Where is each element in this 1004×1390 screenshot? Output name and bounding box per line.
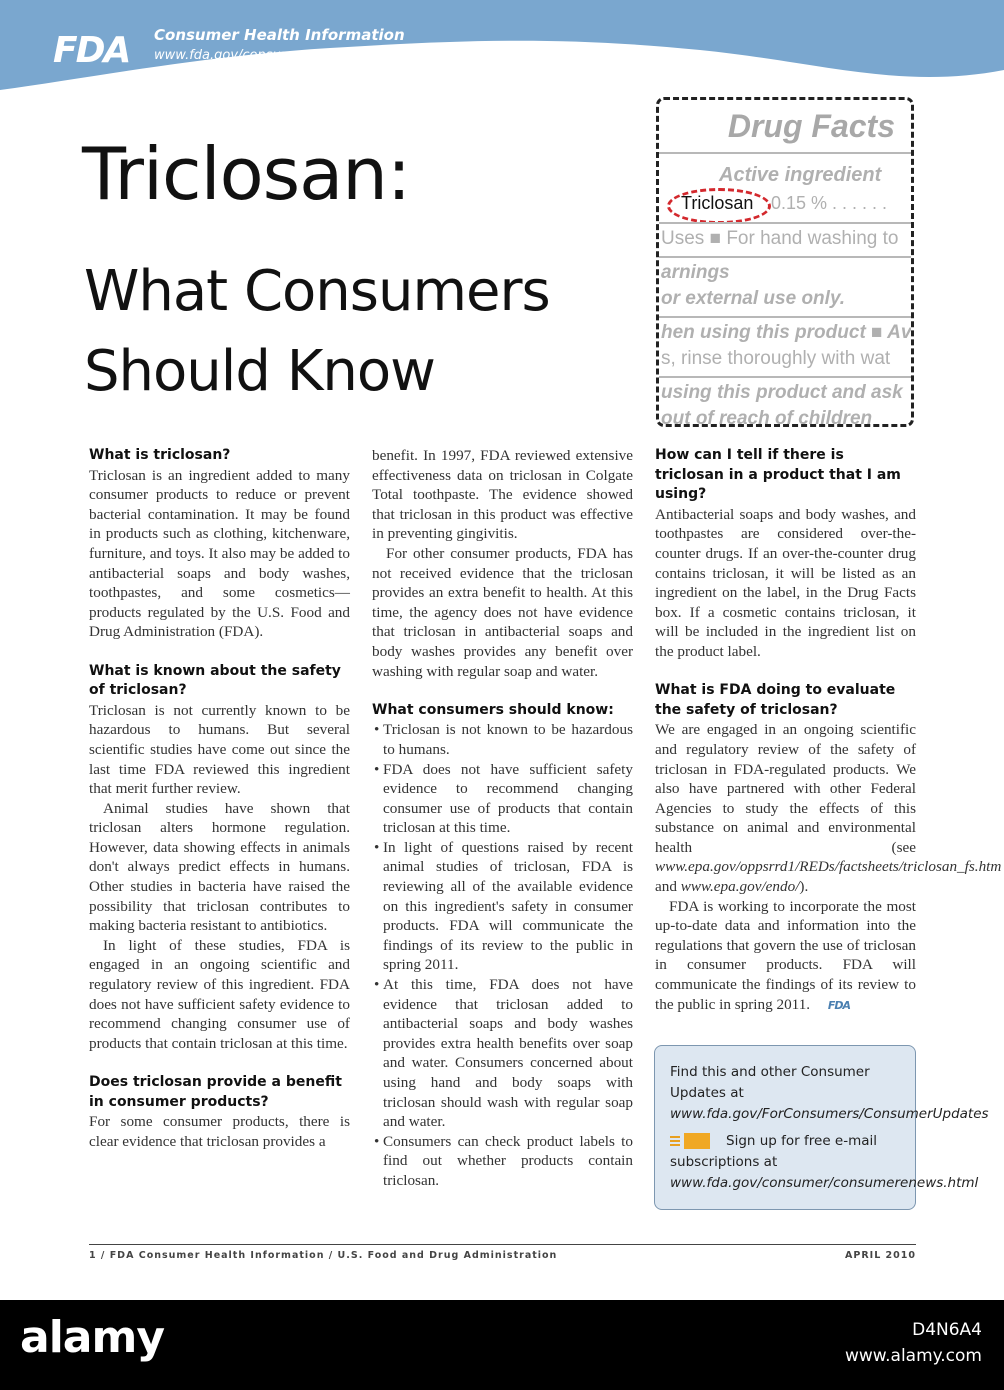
- column-1: [89, 446, 350, 1151]
- drug-facts-warnings: arnings: [661, 262, 730, 283]
- header-title: Consumer Health Information: [154, 26, 405, 44]
- paragraph: Triclosan is not currently known to be hazardous to humans. But several scientific studies have come out since the last time FDA reviewed this ingredient that merit further review.: [89, 701, 350, 798]
- email-icon: [670, 1133, 710, 1149]
- column-2: [372, 446, 633, 1191]
- drug-facts-stop-using: using this product and ask: [661, 382, 903, 403]
- consumer-updates-link[interactable]: www.fda.gov/ForConsumers/ConsumerUpdates: [670, 1106, 989, 1122]
- drug-facts-rule: [659, 222, 914, 224]
- footer-text: 1 / FDA Consumer Health Information / U.S. Food and Drug Administration: [89, 1250, 558, 1261]
- page-subtitle: What Consumers Should Know: [84, 259, 550, 404]
- list-item: • Consumers can check product labels to find out whether products contain triclosan.: [372, 1132, 633, 1191]
- heading-safety-known: What is known about the safety of triclosan?: [89, 662, 341, 699]
- drug-facts-rule: [659, 152, 914, 154]
- epa-factsheet-link[interactable]: www.epa.gov/oppsrrd1/REDs/factsheets/triclosan_fs.htm: [655, 858, 1002, 876]
- paragraph: Antibacterial soaps and body washes, and toothpastes are considered over-the-counter drugs. If an over-the-counter drug contains triclosan, it will be listed as an ingredient on the label, in the Drug Facts box. If a cosmetic contains triclosan, it will be included in the ingredient list on the product label.: [655, 505, 916, 660]
- paragraph: In light of these studies, FDA is engaged in an ongoing scientific and regulatory review of this ingredient. FDA does not have sufficient safety evidence to recommend changing consumer use of products that contain triclosan at this time.: [89, 936, 350, 1052]
- list-item: • Triclosan is not known to be hazardous to humans.: [372, 720, 633, 759]
- drug-facts-when-using: hen using this product ■ Av: [661, 322, 912, 343]
- heading-what-is-triclosan: What is triclosan?: [89, 447, 231, 463]
- footer-rule: [89, 1244, 916, 1245]
- header-wave: [0, 0, 1004, 110]
- header-band: [0, 0, 1004, 110]
- consumer-bullets: [372, 720, 633, 1190]
- drug-facts-rinse: s, rinse thoroughly with wat: [661, 348, 891, 369]
- consumer-updates-box: [654, 1045, 989, 1210]
- drug-facts-rule: [659, 376, 914, 378]
- drug-facts-rule: [659, 316, 914, 318]
- footer-date: APRIL 2010: [845, 1250, 916, 1261]
- drug-facts-reach: out of reach of children: [661, 408, 873, 427]
- paragraph: We are engaged in an ongoing scientific and regulatory review of the safety of triclosan in FDA-regulated products. We also have partnered with other Federal Agencies to study the effects of this substance on animal and environmental health (see www.epa.gov/oppsrrd1/REDs/factsheets/triclosan_fs.htm and www.epa.gov/endo/).: [655, 721, 1002, 896]
- paragraph: For other consumer products, FDA has not received evidence that the triclosan provides an extra benefit to health. At this time, the agency does not have evidence that triclosan in antibacterial soaps and body washes provides any benefit over washing with regular soap and water.: [372, 544, 633, 680]
- paragraph: Triclosan is an ingredient added to many consumer products to reduce or prevent bacterial contamination. It may be found in products such as clothing, kitchenware, furniture, and toys. It also may be added to antibacterial soaps and body washes, toothpastes, and some cosmetics—products regulated by the U.S. Food and Drug Administration (FDA).: [89, 466, 350, 641]
- list-item: • At this time, FDA does not have evidence that triclosan added to antibacterial soaps and body washes provides extra health benefits over soap and water. Consumers concerned about using hand and body soaps with triclosan should wash with regular soap and water.: [372, 975, 633, 1132]
- heading-fda-evaluating: What is FDA doing to evaluate the safety of triclosan?: [655, 682, 896, 718]
- drug-facts-active-label: Active ingredient: [719, 164, 882, 186]
- fda-end-mark: FDA: [827, 998, 851, 1012]
- drug-facts-percent: 0.15 % . . . . . .: [771, 193, 888, 213]
- image-id: D4N6A4: [912, 1320, 982, 1340]
- heading-consumers-should-know: What consumers should know:: [372, 701, 614, 718]
- heading-benefit: Does triclosan provide a benefit in consumer products?: [89, 1074, 342, 1110]
- drug-facts-title: Drug Facts: [727, 108, 895, 144]
- header-url[interactable]: www.fda.gov/consumer: [154, 48, 307, 63]
- drug-facts-external: or external use only.: [661, 288, 846, 309]
- epa-endo-link[interactable]: www.epa.gov/endo/: [680, 878, 800, 896]
- list-item: • FDA does not have sufficient safety evidence to recommend changing consumer use of products that contain triclosan at this time.: [372, 760, 633, 838]
- paragraph: For some consumer products, there is clear evidence that triclosan provides a: [89, 1113, 350, 1150]
- paragraph: benefit. In 1997, FDA reviewed extensive effectiveness data on triclosan in Colgate Total toothpaste. The evidence showed that triclosan in this product was effective in preventing gingivitis.: [372, 447, 633, 543]
- alamy-url: www.alamy.com: [844, 1346, 982, 1366]
- consumer-updates-text: Find this and other Consumer Updates at www.fda.gov/ForConsumers/ConsumerUpdates: [670, 1064, 989, 1122]
- paragraph: Animal studies have shown that triclosan alters hormone regulation. However, data showing effects in animals don't always predict effects in humans. Other studies in bacteria have raised the possibility that triclosan contributes to making bacteria resistant to antibiotics.: [89, 799, 350, 935]
- fda-logo: FDA: [53, 30, 130, 71]
- column-3: [655, 446, 1002, 1015]
- drug-facts-uses: Uses ■ For hand washing to: [661, 228, 899, 249]
- heading-how-to-tell: How can I tell if there is triclosan in a product that I am using?: [655, 447, 901, 503]
- drug-facts-ingredient: Triclosan: [681, 193, 754, 213]
- page-title: Triclosan:: [82, 132, 411, 216]
- drug-facts-rule: [659, 256, 914, 258]
- list-item: • In light of questions raised by recent animal studies of triclosan, FDA is reviewing all of the available evidence on this ingredient's safety in consumer products. FDA will communicate the findings of its review to the public in spring 2011.: [372, 838, 633, 975]
- email-signup-text: Sign up for free e-mail subscriptions at www.fda.gov/consumer/consumerenews.html: [670, 1133, 979, 1191]
- paragraph: FDA is working to incorporate the most up-to-date data and information into the regulations that govern the use of triclosan in consumer products. FDA will communicate the findings of its review to the public in spring 2011. FDA: [655, 897, 916, 1016]
- alamy-logo: alamy: [20, 1312, 164, 1363]
- drug-facts-image: [656, 97, 914, 427]
- consumer-enews-link[interactable]: www.fda.gov/consumer/consumerenews.html: [670, 1175, 979, 1191]
